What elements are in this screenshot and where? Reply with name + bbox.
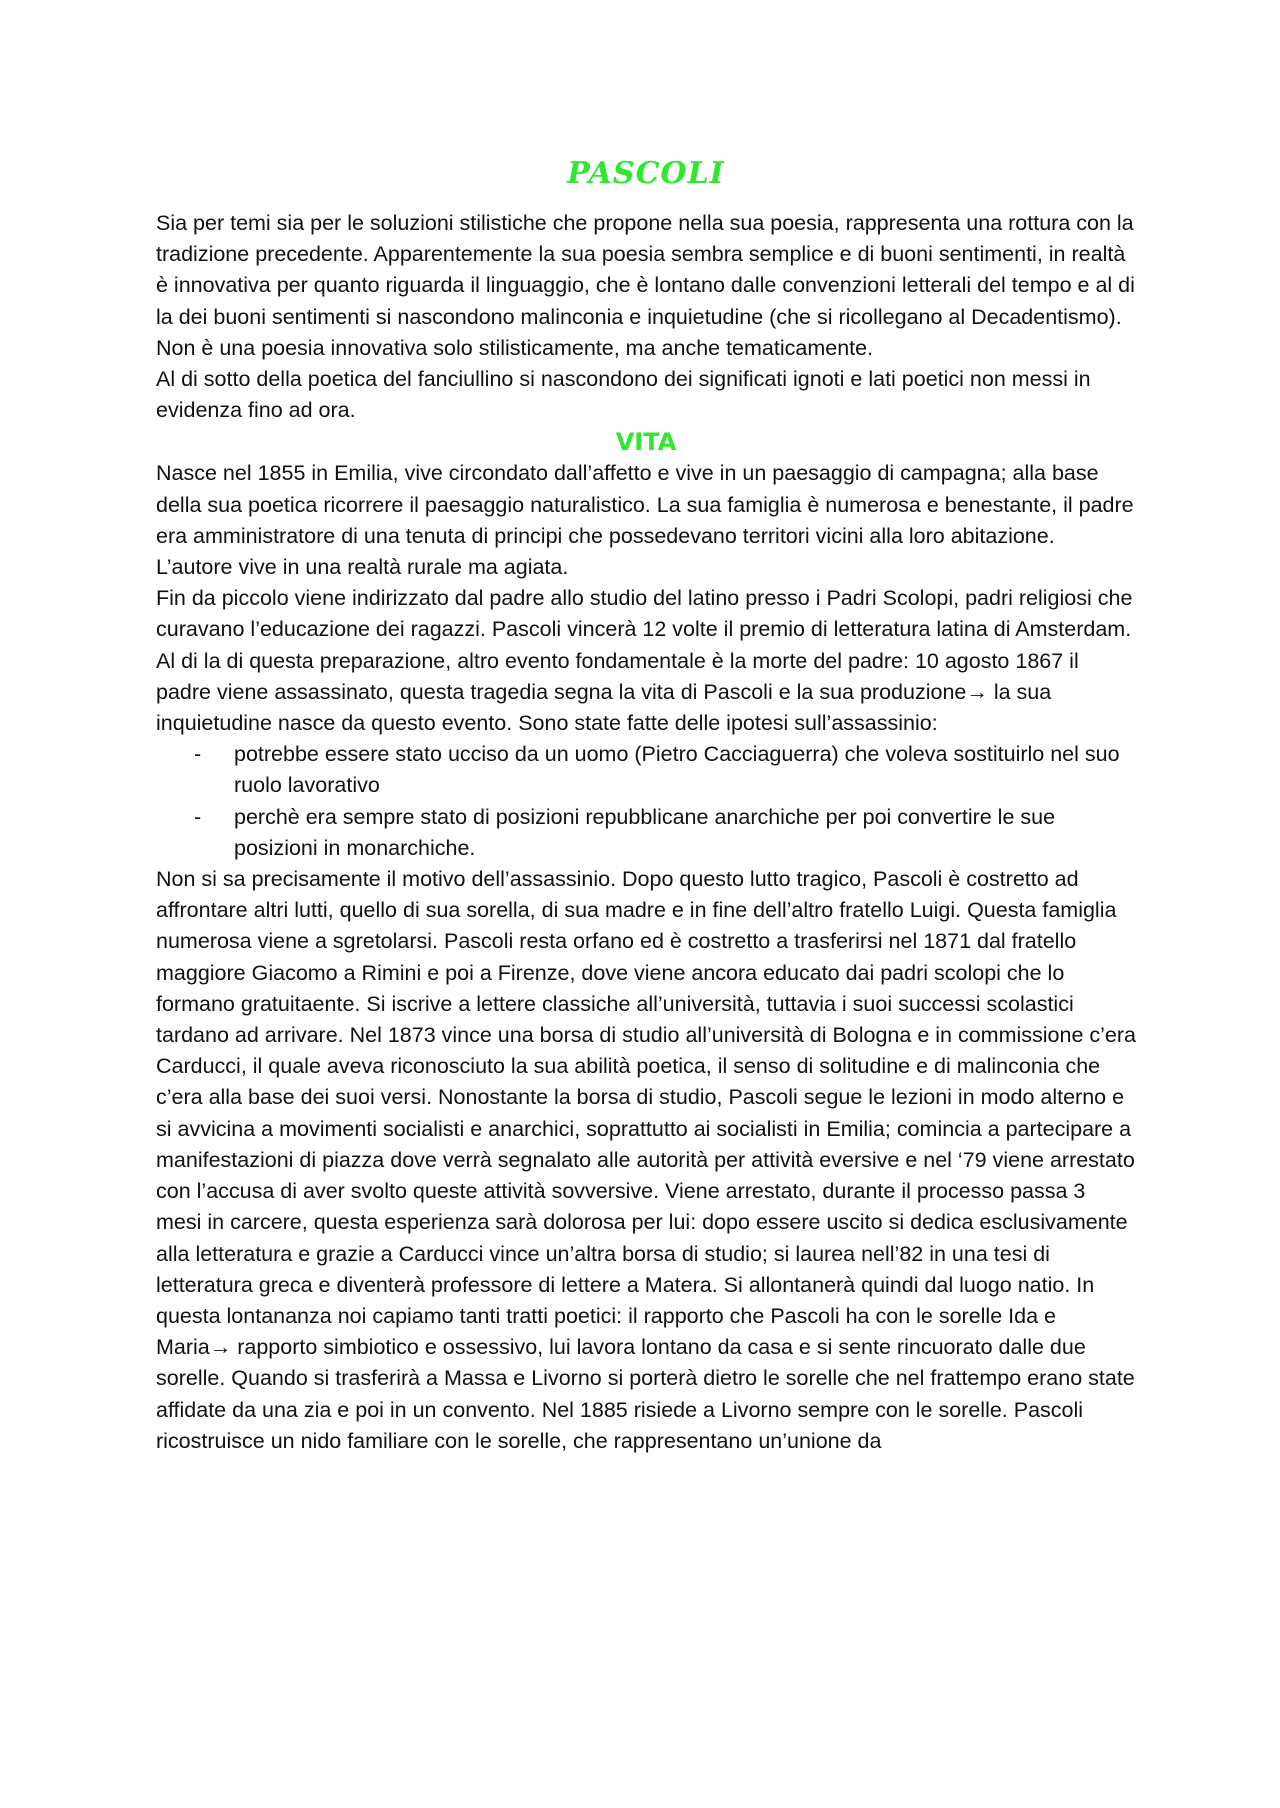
list-item [156,802,1136,864]
intro-paragraph: Al di sotto della poetica del fanciullino si nascondono dei significati ignoti e lati poetici non messi in evidenza fino ad ora. [156,367,1091,423]
vita-paragraph: Al di la di questa preparazione, altro evento fondamentale è la morte del padre: 10 agosto 1867 il padre viene assassinato, questa tragedia segna la vita di Pascoli e la sua produzione→ la sua inquietudine nasce da questo evento. Sono state fatte delle ipotesi sull’assassinio: [156,648,1079,736]
vita-paragraph: Nasce nel 1855 in Emilia, vive circondato dall’affetto e vive in un paesaggio di campagna; alla base della sua poetica ricorrere il paesaggio naturalistico. La sua famiglia è numerosa e benestante, il padre era amministratore di una tenuta di principi che possedevano territori vicini alla loro abitazione. L’autore vive in una realtà rurale ma agiata. [156,461,1134,580]
list-item-text: perchè era sempre stato di posizioni repubblicane anarchiche per poi convertire le sue posizioni in monarchiche. [234,804,1056,860]
vita-closing-paragraph: Non si sa precisamente il motivo dell’assassinio. Dopo questo lutto tragico, Pascoli è costretto ad affrontare altri lutti, quello di sua sorella, di sua madre e in fine dell’altro fratello Luigi. Questa famiglia numerosa viene a sgretolarsi. Pascoli resta orfano ed è costretto a trasferirsi nel 1871 dal fratello maggiore Giacomo a Rimini e poi a Firenze, dove viene ancora educato dai padri scolopi che lo formano gratuitaente. Si iscrive a lettere classiche all’università, tuttavia i suoi successi scolastici tardano ad arrivare. Nel 1873 vince una borsa di studio all’università di Bologna e in commissione c’era Carducci, il quale aveva riconosciuto la sua abilità poetica, il senso di solitudine e di malinconia che c’era alla base dei suoi versi. Nonostante la borsa di studio, Pascoli segue le lezioni in modo alterno e si avvicina a movimenti socialisti e anarchici, soprattutto ai socialisti in Emilia; comincia a partecipare a manifestazioni di piazza dove verrà segnalato alle autorità per attività eversive e nel ‘79 viene arrestato con l’accusa di aver svolto queste attività sovversive. Viene arrestato, durante il processo passa 3 mesi in carcere, questa esperienza sarà dolorosa per lui: dopo essere uscito si dedica esclusivamente alla letteratura e grazie a Carducci vince un’altra borsa di studio; si laurea nell’82 in una tesi di letteratura greca e diventerà professore di lettere a Matera. Si allontanerà quindi dal luogo natio. In questa lontananza noi capiamo tanti tratti poetici: il rapporto che Pascoli ha con le sorelle Ida e Maria→ rapporto simbiotico e ossessivo, lui lavora lontano da casa e si sente rincuorato dalle due sorelle. Quando si trasferirà a Massa e Livorno si porterà dietro le sorelle che nel frattempo erano state affidate da una zia e poi in un convento. Nel 1885 risiede a Livorno sempre con le sorelle. Pascoli ricostruisce un nido familiare con le sorelle, che rappresentano un’unione da [156,867,1136,1453]
vita-paragraph: Fin da piccolo viene indirizzato dal padre allo studio del latino presso i Padri Scolopi, padri religiosi che curavano l’educazione dei ragazzi. Pascoli vincerà 12 volte il premio di letteratura latina di Amsterdam. [156,586,1133,642]
intro-paragraph: Sia per temi sia per le soluzioni stilistiche che propone nella sua poesia, rappresenta una rottura con la tradizione precedente. Apparentemente la sua poesia sembra semplice e di buoni sentimenti, in realtà è innovativa per quanto riguarda il linguaggio, che è lontano dalle convenzioni letterali del tempo e al di la dei buoni sentimenti si nascondono malinconia e inquietudine (che si ricollegano al Decadentismo). [156,211,1135,329]
document-title: PASCOLI [567,156,725,191]
vita-section [156,458,1136,1457]
list-item-text: potrebbe essere stato ucciso da un uomo (Pietro Cacciaguerra) che voleva sostituirlo nel suo ruolo lavorativo [234,742,1120,798]
document-content [156,152,1136,1457]
list-dash-marker: - [194,804,202,829]
hypotheses-list [156,739,1136,864]
section-heading-vita: VITA [615,428,677,457]
list-dash-marker: - [194,742,202,767]
list-item [156,739,1136,801]
intro-section [156,208,1136,426]
intro-paragraph: Non è una poesia innovativa solo stilisticamente, ma anche tematicamente. [156,335,874,360]
